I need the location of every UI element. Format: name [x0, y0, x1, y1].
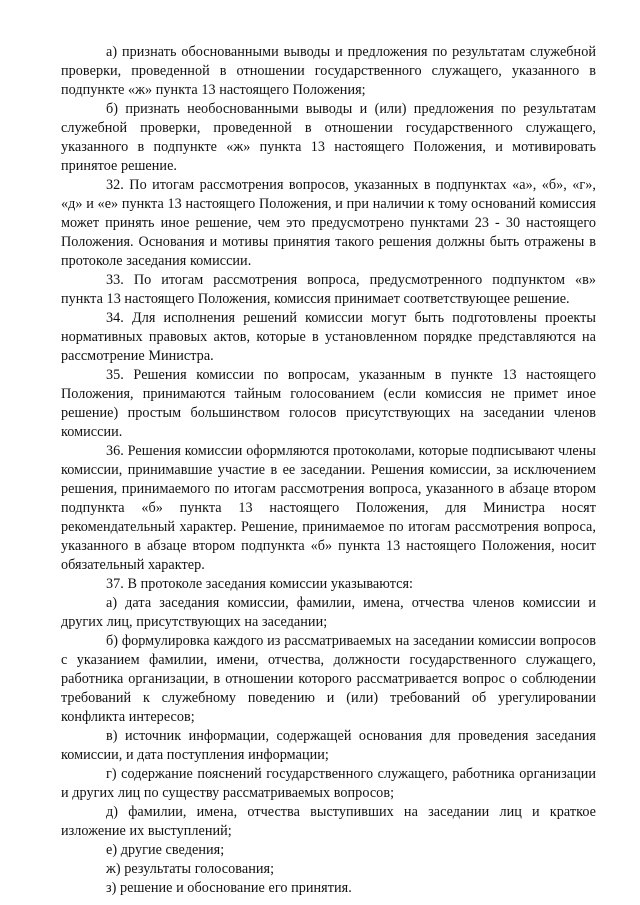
- list-item-37v: в) источник информации, содержащей основания для проведения заседания комиссии, и дата поступления информации;: [61, 728, 596, 763]
- list-item-37zh: ж) результаты голосования;: [106, 861, 275, 877]
- list-item-37a: а) дата заседания комиссии, фамилии, имена, отчества членов комиссии и других лиц, присутствующих на заседании;: [61, 595, 596, 630]
- paragraph-34: 34. Для исполнения решений комиссии могут быть подготовлены проекты нормативных правовых актов, которые в установленном порядке представляются на рассмотрение Министра.: [61, 310, 596, 364]
- paragraph-37: 37. В протоколе заседания комиссии указываются:: [106, 576, 414, 592]
- paragraph-31b: б) признать необоснованными выводы и (или) предложения по результатам служебной проверки, проведенной в отношении государственного служащего, указанного в подпункте «ж» пункта 13 настоящего Положения, и мотивировать принятое решение.: [61, 101, 596, 174]
- paragraph-35: 35. Решения комиссии по вопросам, указанным в пункте 13 настоящего Положения, принимаются тайным голосованием (если комиссия не примет иное решение) простым большинством голосов присутствующих на заседании членов комиссии.: [61, 367, 596, 440]
- list-item-37b: б) формулировка каждого из рассматриваемых на заседании комиссии вопросов с указанием фамилии, имени, отчества, должности государственного служащего, работника организации, в отношении которого рассматривается вопрос о соблюдении требований к служебному поведению и (или) требований об урегулировании конфликта интересов;: [61, 633, 596, 725]
- paragraph-32: 32. По итогам рассмотрения вопросов, указанных в подпунктах «а», «б», «г», «д» и «е» пункта 13 настоящего Положения, и при наличии к тому оснований комиссия может принять иное решение, чем это предусмотрено пунктами 23 - 30 настоящего Положения. Основания и мотивы принятия такого решения должны быть отражены в протоколе заседания комиссии.: [61, 177, 596, 269]
- paragraph-31a: а) признать обоснованными выводы и предложения по результатам служебной проверки, проведенной в отношении государственного служащего, указанного в подпункте «ж» пункта 13 настоящего Положения;: [61, 44, 596, 98]
- paragraph-36: 36. Решения комиссии оформляются протоколами, которые подписывают члены комиссии, принимавшие участие в ее заседании. Решения комиссии, за исключением решения, принимаемого по итогам рассмотрения вопроса, указанного в абзаце втором подпункта «б» пункта 13 настоящего Положения, для Министра носят рекомендательный характер. Решение, принимаемое по итогам рассмотрения вопроса, указанного в абзаце втором подпункта «б» пункта 13 настоящего Положения, носит обязательный характер.: [61, 443, 596, 573]
- list-item-37z: з) решение и обоснование его принятия.: [106, 880, 352, 896]
- list-item-37e: е) другие сведения;: [106, 842, 225, 858]
- paragraph-33: 33. По итогам рассмотрения вопроса, предусмотренного подпунктом «в» пункта 13 настоящего Положения, комиссия принимает соответствующее решение.: [61, 272, 596, 307]
- list-item-37d: д) фамилии, имена, отчества выступивших на заседании лиц и краткое изложение их выступлений;: [61, 804, 596, 839]
- list-item-37g: г) содержание пояснений государственного служащего, работника организации и других лиц по существу рассматриваемых вопросов;: [61, 766, 596, 801]
- document-page: [61, 43, 596, 898]
